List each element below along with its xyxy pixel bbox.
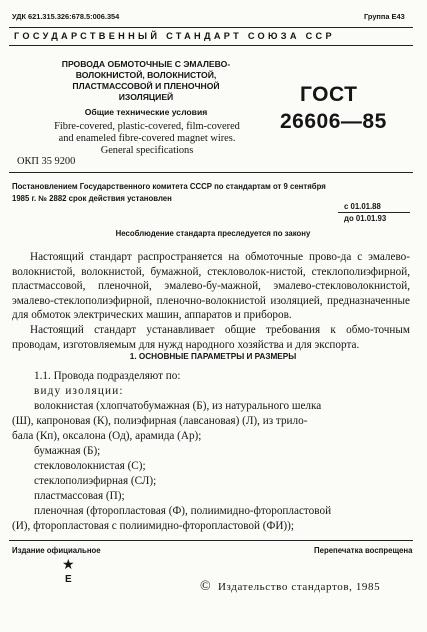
- copyright-text: Издательство стандартов, 1985: [218, 581, 381, 593]
- official-edition: Издание официальное: [12, 546, 101, 555]
- title-ru-line: ВОЛОКНИСТОЙ, ВОЛОКНИСТОЙ,: [75, 70, 217, 80]
- insulation-item: волокнистая (хлопчатобумажная (Б), из натурального шелка: [34, 400, 322, 412]
- insulation-item: бумажная (Б);: [34, 445, 101, 457]
- validity-from: с 01.01.88: [344, 202, 381, 211]
- header-rule-bottom: [9, 45, 413, 46]
- title-ru: [26, 59, 266, 103]
- group-code: Группа Е43: [364, 12, 405, 21]
- title-ru-line: ПРОВОДА ОБМОТОЧНЫЕ С ЭМАЛЕВО-: [61, 59, 231, 69]
- legal-warning: Несоблюдение стандарта преследуется по закону: [115, 229, 311, 238]
- insulation-item: бала (Кп), оксалона (Од), арамида (Ар);: [12, 430, 202, 442]
- section-divider: [9, 172, 413, 173]
- validity-rule: [338, 212, 410, 213]
- title-ru-line: ИЗОЛЯЦИЕЙ: [118, 92, 174, 102]
- section-title: 1. ОСНОВНЫЕ ПАРАМЕТРЫ И РАЗМЕРЫ: [129, 352, 297, 361]
- insulation-item: (И), фторопластовая с полиимидно-фторопластовой (ФИ));: [12, 520, 294, 532]
- gost-label: ГОСТ: [300, 83, 358, 106]
- insulation-item: пленочная (фторопластовая (Ф), полиимидно-фторопластовой: [34, 505, 332, 517]
- title-en-line: and enameled fibre-covered magnet wires.: [58, 133, 236, 144]
- title-ru-line: ПЛАСТМАССОВОЙ И ПЛЕНОЧНОЙ: [72, 81, 220, 91]
- okp-code: ОКП 35 9200: [17, 156, 76, 167]
- title-en: [26, 121, 268, 157]
- star-icon: ★: [62, 558, 75, 573]
- clause-intro: 1.1. Провода подразделяют по:: [34, 370, 181, 382]
- copyright-icon: ©: [200, 579, 211, 594]
- title-en-line: Fibre-covered, plastic-covered, film-covered: [54, 121, 240, 132]
- decree-line: Постановлением Государственного комитета СССР по стандартам от 9 сентября: [12, 182, 326, 191]
- edition-letter: Е: [65, 574, 72, 585]
- intro-paragraph: Настоящий стандарт распространяется на обмоточные прово-да с эмалево-волокнистой, волокнистой, бумажной, стекловолок-нистой, стеклополиэфирной, пластмассовой, пленочной, эмалево-бу-мажной, эмалево-стекловолокнистой, эмалево-стеклополиэфирной, пленочно-волокнистой изоляцией, предназначенные для обмоток электрических машин, аппаратов и приборов.: [12, 251, 410, 322]
- intro-paragraph: Настоящий стандарт устанавливает общие требования к обмо-точным проводам, изготовляемым для нужд народного хозяйства и для экспорта.: [12, 323, 410, 351]
- clause-by-insulation: виду изоляции:: [34, 385, 124, 397]
- insulation-item: стеклополиэфирная (СЛ);: [34, 475, 157, 487]
- insulation-item: (Ш), капроновая (К), полиэфирная (лавсановая) (Л), из трило-: [12, 415, 308, 427]
- header-rule-top: [9, 27, 413, 28]
- validity-to: до 01.01.93: [344, 214, 387, 223]
- insulation-item: стекловолокнистая (С);: [34, 460, 146, 472]
- udk-code: УДК 621.315.326:678.5:006.354: [12, 12, 120, 21]
- title-en-line: General specifications: [100, 145, 194, 156]
- decree-line: 1985 г. № 2882 срок действия установлен: [12, 193, 172, 203]
- intro: [12, 250, 410, 352]
- gost-number: 26606—85: [280, 110, 387, 133]
- decree: [12, 181, 326, 204]
- footer-rule: [9, 540, 413, 541]
- reprint-prohibited: Перепечатка воспрещена: [314, 546, 413, 555]
- standard-banner: ГОСУДАРСТВЕННЫЙ СТАНДАРТ СОЮЗА ССР: [14, 31, 335, 41]
- subtitle-ru: Общие технические условия: [84, 107, 208, 117]
- insulation-item: пластмассовая (П);: [34, 490, 125, 502]
